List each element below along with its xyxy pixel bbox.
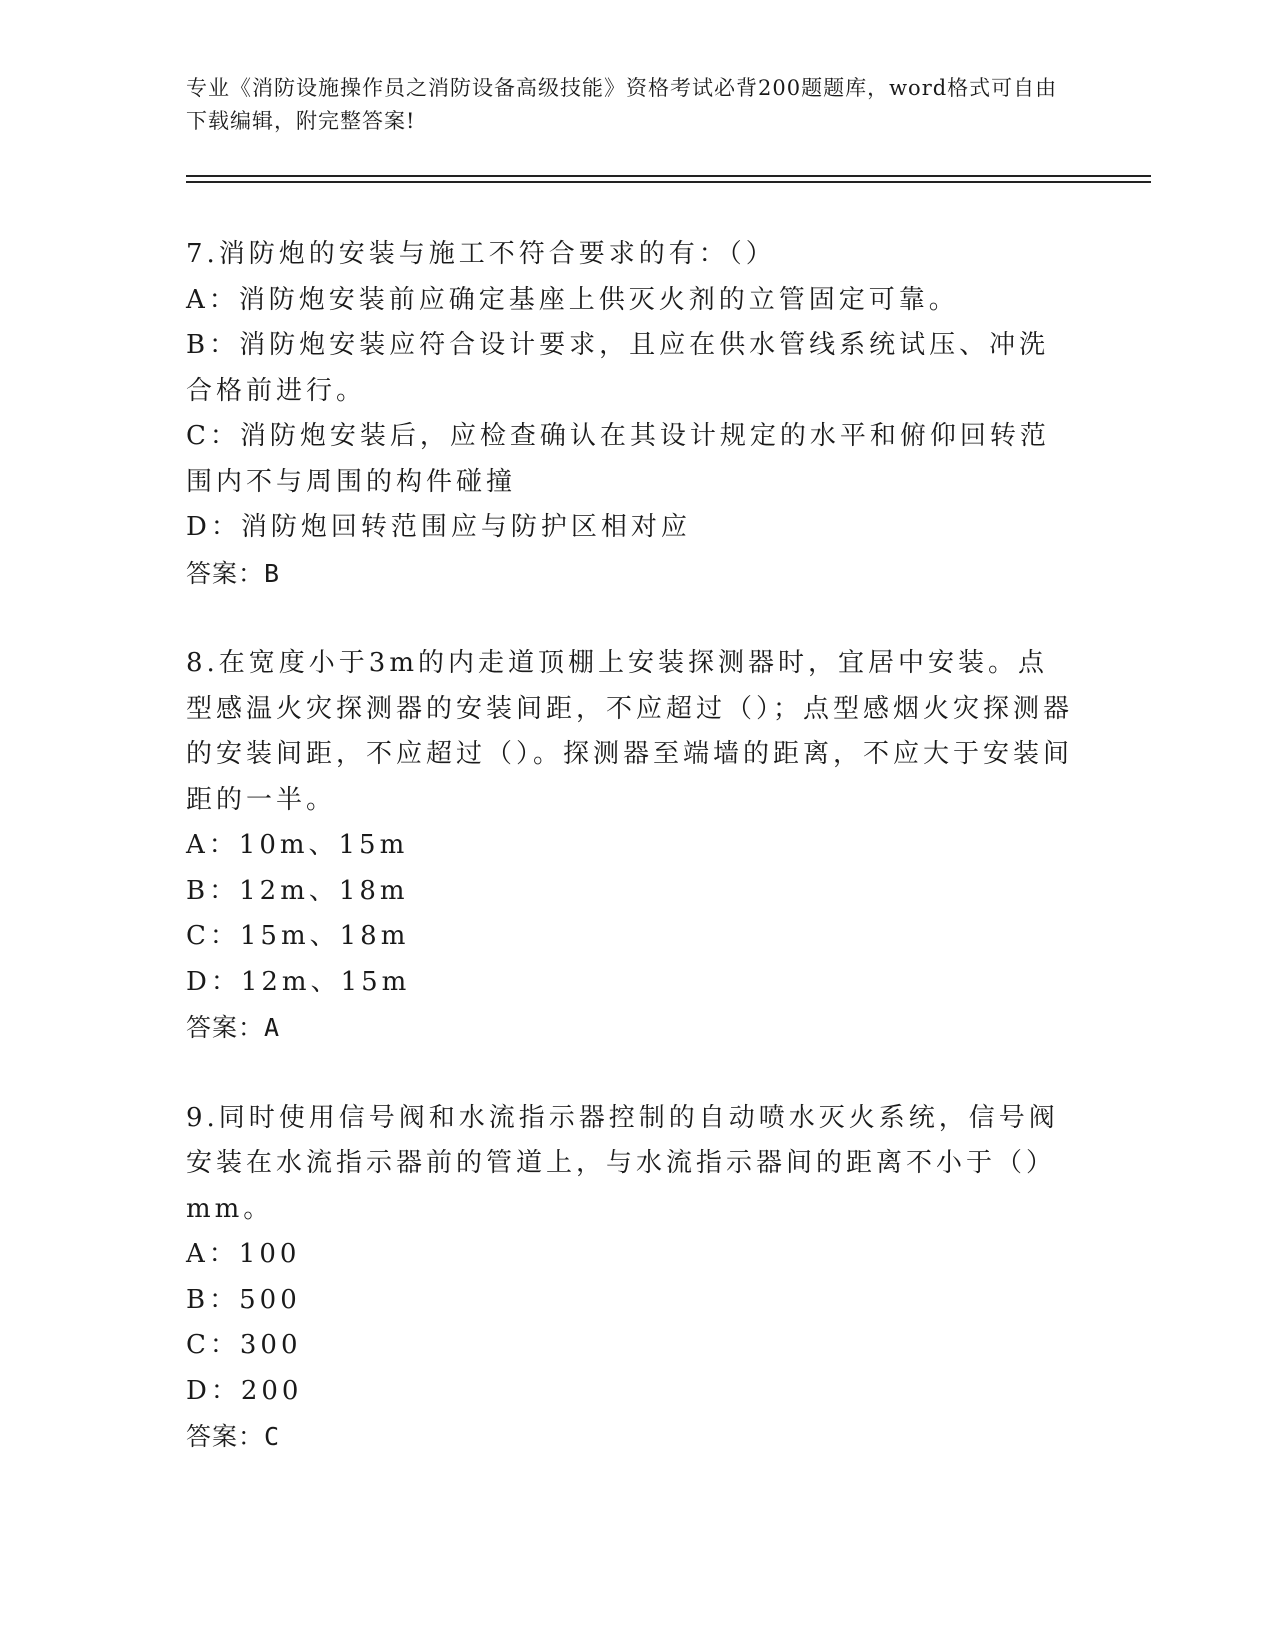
header-rule-bottom bbox=[186, 181, 1151, 183]
option-b: B：消防炮安装应符合设计要求，且应在供水管线系统试压、冲洗合格前进行。 bbox=[186, 330, 1050, 406]
document-header: 专业《消防设施操作员之消防设备高级技能》资格考试必背200题题库，word格式可自由下载编辑，附完整答案! bbox=[186, 76, 1058, 133]
option-d: D：12m、15m bbox=[186, 966, 411, 997]
question-stem: 7.消防炮的安装与施工不符合要求的有：（） bbox=[186, 239, 776, 269]
question-list bbox=[186, 232, 1076, 1505]
question-7 bbox=[186, 232, 1076, 596]
option-a: A：消防炮安装前应确定基座上供灭火剂的立管固定可靠。 bbox=[186, 284, 959, 315]
question-8 bbox=[186, 641, 1076, 1051]
answer-label: 答案：C bbox=[186, 1422, 281, 1451]
question-stem: 8.在宽度小于3m的内走道顶棚上安装探测器时，宜居中安装。点型感温火灾探测器的安装间距，不应超过（）；点型感烟火灾探测器的安装间距，不应超过（）。探测器至端墙的距离，不应大于安装间距的一半。 bbox=[186, 648, 1074, 815]
option-b: B：12m、18m bbox=[186, 875, 409, 906]
option-d: D：200 bbox=[186, 1375, 303, 1406]
option-a: A：10m、15m bbox=[186, 830, 409, 860]
answer-label: 答案：B bbox=[186, 558, 281, 588]
option-b: B：500 bbox=[186, 1284, 301, 1315]
option-d: D：消防炮回转范围应与防护区相对应 bbox=[186, 512, 691, 542]
question-9 bbox=[186, 1096, 1076, 1460]
header-rule-top bbox=[186, 175, 1151, 177]
answer-label: 答案：A bbox=[186, 1013, 281, 1042]
option-c: C：消防炮安装后，应检查确认在其设计规定的水平和俯仰回转范围内不与周围的构件碰撞 bbox=[186, 421, 1050, 497]
option-c: C：15m、18m bbox=[186, 921, 410, 951]
option-c: C：300 bbox=[186, 1330, 302, 1360]
option-a: A：100 bbox=[186, 1239, 301, 1269]
question-stem: 9.同时使用信号阀和水流指示器控制的自动喷水灭火系统，信号阀安装在水流指示器前的管道上，与水流指示器间的距离不小于（）mm。 bbox=[186, 1102, 1059, 1224]
